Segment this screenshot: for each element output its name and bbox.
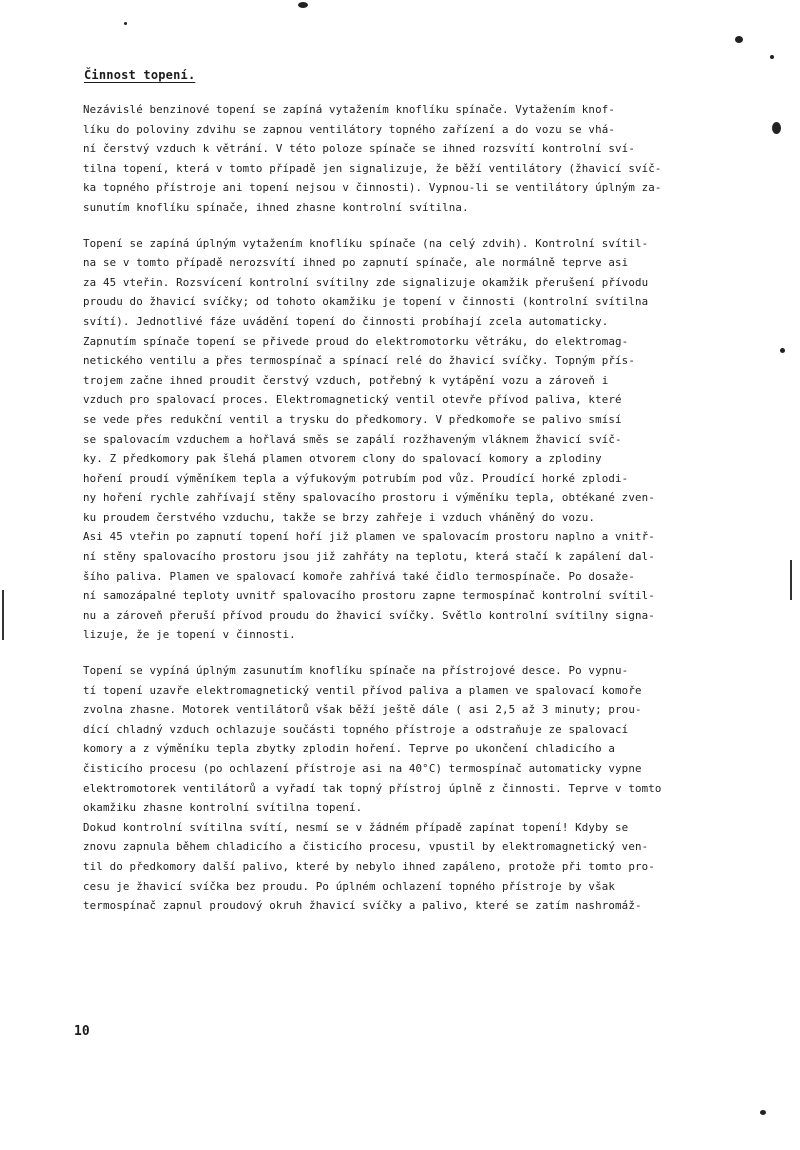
text-line: nu a zároveň přeruší přívod proudu do žhavicí svíčky. Světlo kontrolní svítilny signa- xyxy=(83,608,655,622)
text-line: svítí). Jednotlivé fáze uvádění topení do činnosti probíhají zcela automaticky. xyxy=(83,314,609,328)
text-line: na se v tomto případě nerozsvítí ihned po zapnutí spínače, ale normálně teprve asi xyxy=(83,256,629,270)
text-line: proudu do žhavicí svíčky; od tohoto okamžiku je topení v činnosti (kontrolní svítilna xyxy=(83,295,649,309)
paragraph-1 xyxy=(83,100,743,218)
text-line: lizuje, že je topení v činnosti. xyxy=(83,628,296,642)
text-line: tilna topení, která v tomto případě jen signalizuje, že běží ventilátory (žhavicí svíč- xyxy=(83,161,662,175)
text-line: se vede přes redukční ventil a trysku do předkomory. V předkomoře se palivo smísí xyxy=(83,412,622,426)
text-line: ní stěny spalovacího prostoru jsou již zahřáty na teplotu, která stačí k zapálení dal- xyxy=(83,550,655,564)
text-line: cesu je žhavicí svíčka bez proudu. Po úplném ochlazení topného přístroje by však xyxy=(83,879,616,893)
text-line: ní čerstvý vzduch k větrání. V této poloze spínače se ihned rozsvítí kontrolní sví- xyxy=(83,142,635,156)
text-line: sunutím knoflíku spínače, ihned zhasne kontrolní svítilna. xyxy=(83,200,469,214)
text-line: Topení se zapíná úplným vytažením knoflíku spínače (na celý zdvih). Kontrolní svítil- xyxy=(83,236,649,250)
scan-speck xyxy=(772,122,781,134)
text-line: líku do poloviny zdvihu se zapnou ventilátory topného zařízení a do vozu se vhá- xyxy=(83,122,616,136)
scan-speck xyxy=(770,55,774,59)
page-number: 10 xyxy=(74,1024,90,1039)
paragraph-2 xyxy=(83,234,743,645)
text-line: znovu zapnula během chladicího a čisticího procesu, vpustil by elektromagnetický ven- xyxy=(83,840,649,854)
text-line: šího paliva. Plamen ve spalovací komoře zahřívá také čidlo termospínače. Po dosaže- xyxy=(83,569,635,583)
text-line: netického ventilu a přes termospínač a spínací relé do žhavicí svíčky. Topným přís- xyxy=(83,354,635,368)
scan-edge-mark xyxy=(2,590,4,640)
text-line: za 45 vteřin. Rozsvícení kontrolní svítilny zde signalizuje okamžik přerušení přívodu xyxy=(83,275,649,289)
text-line: se spalovacím vzduchem a hořlavá směs se zapálí rozžhaveným vláknem žhavicí svíč- xyxy=(83,432,622,446)
text-line: ku proudem čerstvého vzduchu, takže se brzy zahřeje i vzduch vháněný do vozu. xyxy=(83,510,596,524)
text-line: ka topného přístroje ani topení nejsou v činnosti). Vypnou-li se ventilátory úplným za- xyxy=(83,181,662,195)
scan-speck xyxy=(735,36,743,43)
text-line: tí topení uzavře elektromagnetický ventil přívod paliva a plamen ve spalovací komoře xyxy=(83,683,642,697)
scan-speck xyxy=(124,22,127,25)
paragraph-3 xyxy=(83,661,743,916)
text-line: ky. Z předkomory pak šlehá plamen otvorem clony do spalovací komory a zplodiny xyxy=(83,452,602,466)
text-line: zvolna zhasne. Motorek ventilátorů však běží ještě dále ( asi 2,5 až 3 minuty; prou- xyxy=(83,703,642,717)
scan-edge-mark xyxy=(790,560,792,600)
scan-speck xyxy=(298,2,308,8)
text-line: okamžiku zhasne kontrolní svítilna topení. xyxy=(83,801,363,815)
body-text xyxy=(83,100,743,916)
text-line: til do předkomory další palivo, které by nebylo ihned zapáleno, protože při tomto pro- xyxy=(83,859,655,873)
scan-speck xyxy=(780,348,785,353)
text-line: elektromotorek ventilátorů a vyřadí tak topný přístroj úplně z činnosti. Teprve v tomto xyxy=(83,781,662,795)
text-line: hoření proudí výměníkem tepla a výfukovým potrubím pod vůz. Proudící horké zplodi- xyxy=(83,471,629,485)
text-line: komory a z výměníku tepla zbytky zplodin hoření. Teprve po ukončení chladicího a xyxy=(83,742,616,756)
text-line: trojem začne ihned proudit čerstvý vzduch, potřebný k vytápění vozu a zároveň i xyxy=(83,373,609,387)
text-line: termospínač zapnul proudový okruh žhavicí svíčky a palivo, které se zatím nashromáž- xyxy=(83,899,642,913)
text-line: dící chladný vzduch ochlazuje součásti topného přístroje a odstraňuje ze spalovací xyxy=(83,722,629,736)
text-line: Zapnutím spínače topení se přivede proud do elektromotorku větráku, do elektromag- xyxy=(83,334,629,348)
text-line: vzduch pro spalovací proces. Elektromagnetický ventil otevře přívod paliva, které xyxy=(83,393,622,407)
text-line: čisticího procesu (po ochlazení přístroje asi na 40°C) termospínač automaticky vypne xyxy=(83,762,642,775)
scan-speck xyxy=(760,1110,766,1115)
text-line: ní samozápalné teploty uvnitř spalovacího prostoru zapne termospínač kontrolní svítil- xyxy=(83,589,655,603)
section-heading: Činnost topení. xyxy=(84,68,196,82)
text-line: ny hoření rychle zahřívají stěny spalovacího prostoru i výměníku tepla, obtékané zven- xyxy=(83,491,655,505)
text-line: Asi 45 vteřin po zapnutí topení hoří již plamen ve spalovacím prostoru naplno a vnitř- xyxy=(83,530,655,544)
text-line: Dokud kontrolní svítilna svítí, nesmí se v žádném případě zapínat topení! Kdyby se xyxy=(83,820,629,834)
text-line: Topení se vypíná úplným zasunutím knoflíku spínače na přístrojové desce. Po vypnu- xyxy=(83,664,629,678)
text-line: Nezávislé benzinové topení se zapíná vytažením knoflíku spínače. Vytažením knof- xyxy=(83,103,616,116)
